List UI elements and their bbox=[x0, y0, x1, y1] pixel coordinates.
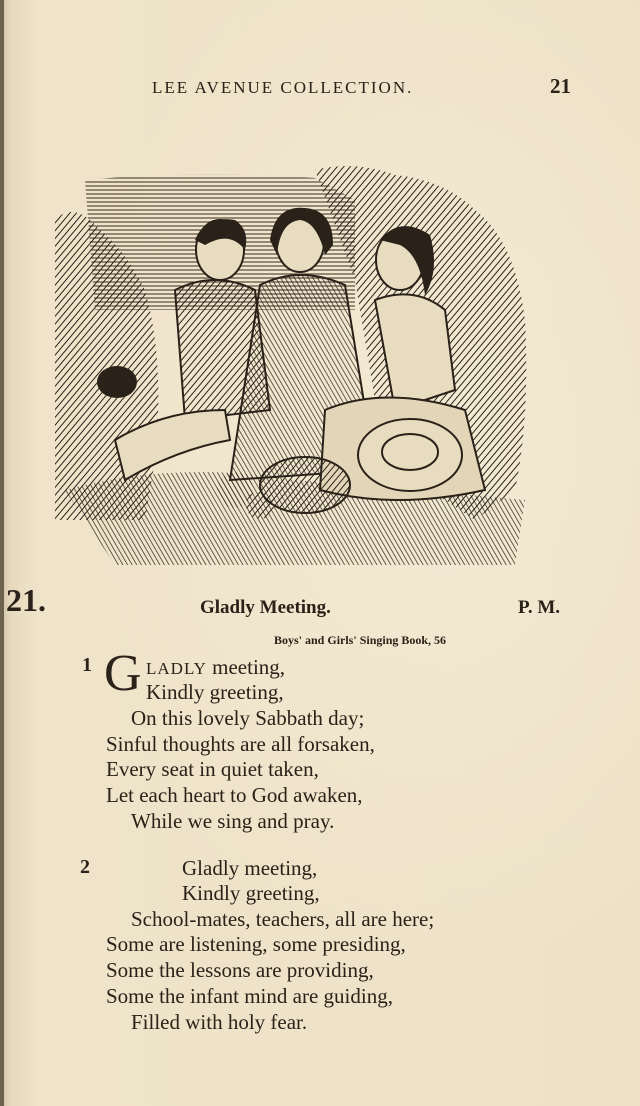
verse-number: 2 bbox=[80, 856, 90, 878]
verse-line: Let each heart to God awaken, bbox=[106, 783, 363, 807]
first-word-rest: LADLY bbox=[146, 659, 207, 678]
verse-line bbox=[146, 654, 285, 682]
hymn-source: Boys' and Girls' Singing Book, 56 bbox=[274, 633, 447, 647]
verse-line: Some are listening, some presiding, bbox=[106, 932, 406, 956]
verse-line: Filled with holy fear. bbox=[131, 1010, 308, 1034]
verse-line: Some the infant mind are guiding, bbox=[106, 984, 393, 1008]
hymn-meter: P. M. bbox=[518, 597, 561, 618]
drop-cap: G bbox=[104, 645, 142, 702]
page-edge bbox=[0, 0, 4, 1106]
hymn-title: Gladly Meeting. bbox=[200, 597, 331, 618]
running-title: LEE AVENUE COLLECTION. bbox=[152, 78, 414, 97]
verse-line: While we sing and pray. bbox=[131, 809, 335, 833]
verse-line: Kindly greeting, bbox=[146, 680, 284, 704]
verse-line: Every seat in quiet taken, bbox=[106, 757, 319, 781]
verse-number: 1 bbox=[82, 654, 92, 676]
page-number: 21 bbox=[550, 74, 571, 98]
verse-line: Sinful thoughts are all forsaken, bbox=[106, 732, 375, 756]
verse-line: Kindly greeting, bbox=[182, 881, 320, 905]
verse-line: School-mates, teachers, all are here; bbox=[131, 907, 435, 931]
engraving-three-children-icon bbox=[55, 160, 530, 575]
verse-line-text: meeting, bbox=[206, 655, 286, 679]
verse-line: On this lovely Sabbath day; bbox=[131, 706, 365, 730]
verse-line: Some the lessons are providing, bbox=[106, 958, 374, 982]
hymn-number: 21. bbox=[6, 582, 46, 618]
verse-line: Gladly meeting, bbox=[182, 856, 318, 880]
